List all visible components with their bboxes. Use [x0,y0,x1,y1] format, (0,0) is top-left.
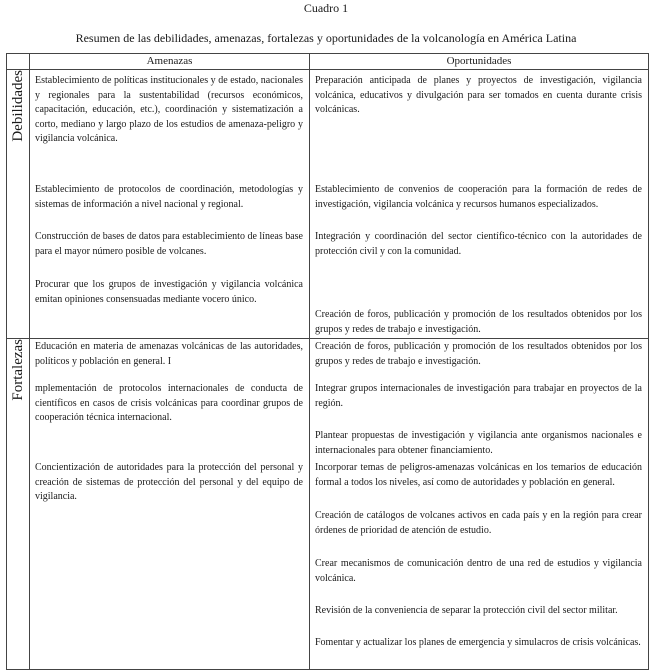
list-item: Revisión de la conveniencia de separar la protección civil del sector militar. [315,605,618,616]
list-item: Integración y coordinación del sector científico-técnico con la autoridades de protección civil y con la comunidad. [315,231,642,257]
column-header-oportunidades: Oportunidades [310,54,649,70]
row-label-cell [7,339,30,670]
list-item: Establecimiento de políticas institucionales y de estado, nacionales y regionales para la sustentabilidad (recursos económicos, capacitación, educación, etc.), coordinación y sistematización a corto, mediano y largo plazo de los estudios de amenaza-peligro y vigilancia volcánica. [35,75,303,144]
swot-table [6,53,649,670]
row-label-debilidades: Debilidades [9,70,26,142]
row-label-fortalezas: Fortalezas [9,339,26,401]
corner-cell [7,54,30,70]
column-header-amenazas: Amenazas [30,54,310,70]
fortalezas-oportunidades-cell [310,339,649,670]
list-item: Integrar grupos internacionales de investigación para trabajar en proyectos de la región. [315,383,642,409]
list-item: Creación de foros, publicación y promoción de los resultados obtenidos por los grupos y redes de trabajo e investigación. [315,341,642,367]
debilidades-oportunidades-cell [310,70,649,339]
list-item: Incorporar temas de peligros-amenazas volcánicas en los temarios de educación formal a todos los niveles, así como de autoridades y población en general. [315,462,642,488]
table-number: Cuadro 1 [303,1,349,15]
list-item: Creación de catálogos de volcanes activos en cada país y en la región para crear órdenes de prioridad de atención de estudio. [315,510,642,536]
list-item: Establecimiento de protocolos de coordinación, metodologías y sistemas de información a nivel nacional y regional. [35,184,303,210]
list-item: Crear mecanismos de comunicación dentro de una red de estudios y vigilancia volcánica. [315,558,642,584]
list-item: mplementación de protocolos internacionales de conducta de científicos en casos de crisis volcánicas para coordinar grupos de cooperación técnica internacional. [35,383,303,423]
section-row-fortalezas [7,339,649,670]
list-item: Procurar que los grupos de investigación y vigilancia volcánica emitan opiniones consensuadas mediante vocero único. [35,279,303,305]
list-item: Construcción de bases de datos para establecimiento de líneas base para el mayor número posible de volcanes. [35,231,303,257]
list-item: Creación de foros, publicación y promoción de los resultados obtenidos por los grupos y redes de trabajo e investigación. [315,309,642,335]
list-item: Establecimiento de convenios de cooperación para la formación de redes de investigación, vigilancia volcánica y recursos humanos especializados. [315,184,642,210]
list-item: Preparación anticipada de planes y proyectos de investigación, vigilancia volcánica, educativos y divulgación para ser tomados en cuenta durante crisis volcánicas. [315,75,642,115]
header-row [7,54,649,70]
debilidades-amenazas-cell [30,70,310,339]
fortalezas-amenazas-cell [30,339,310,670]
list-item: Fomentar y actualizar los planes de emergencia y simulacros de crisis volcánicas. [315,637,641,648]
list-item: Plantear propuestas de investigación y vigilancia ante organismos nacionales e internacionales para obtener financiamiento. [315,430,642,456]
section-row-debilidades [7,70,649,339]
list-item: Concientización de autoridades para la protección del personal y creación de sistemas de protección del personal y del equipo de vigilancia. [35,462,303,502]
row-label-cell [7,70,30,339]
list-item: Educación en materia de amenazas volcánicas de las autoridades, políticos y población en general. I [35,341,303,367]
table-title: Resumen de las debilidades, amenazas, fortalezas y oportunidades de la volcanología en América Latina [75,31,577,45]
